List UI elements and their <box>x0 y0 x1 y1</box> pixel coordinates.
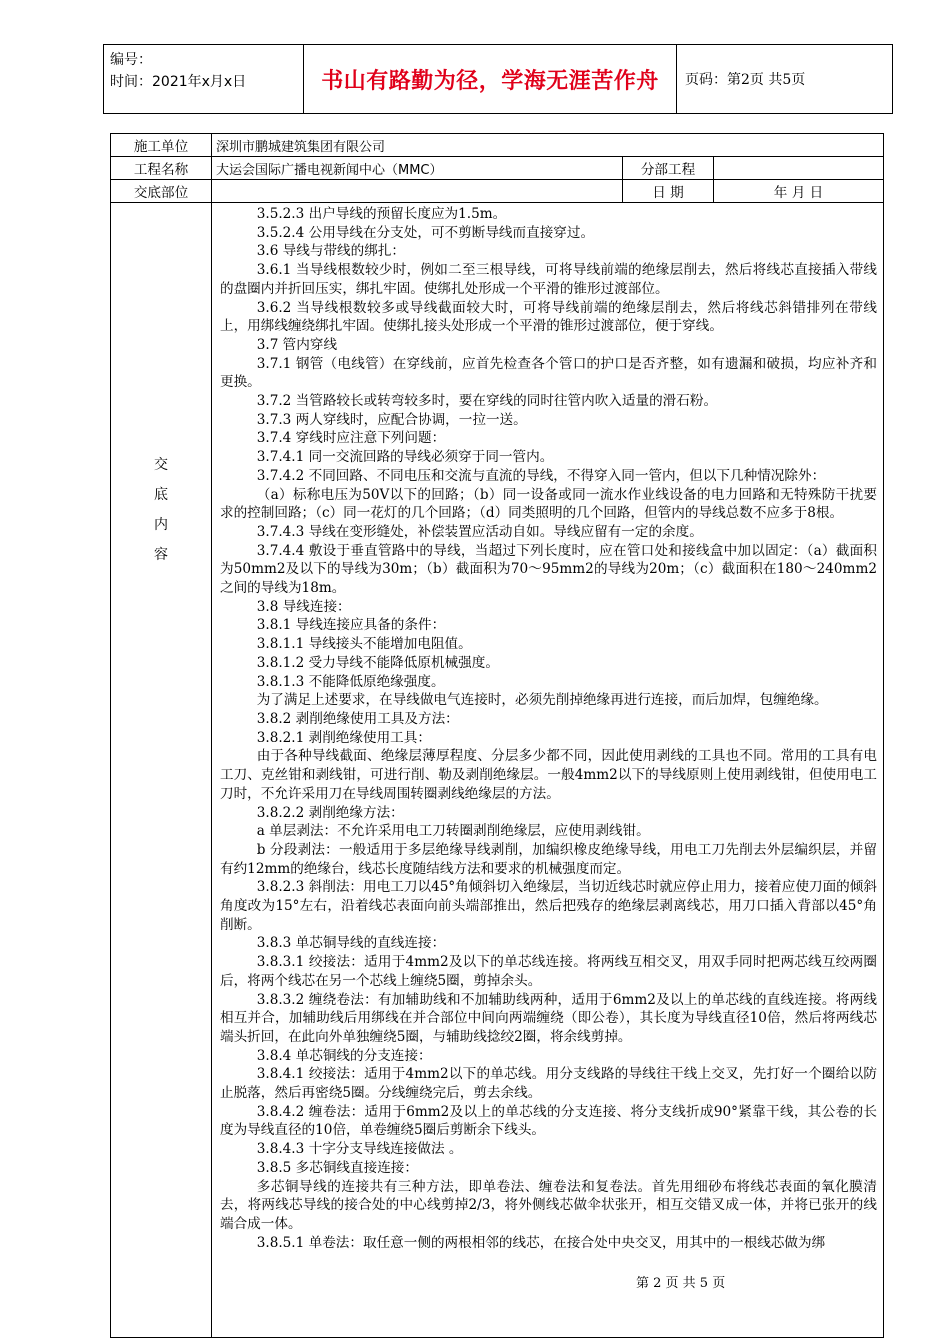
date-value: 年 月 日 <box>714 180 884 203</box>
date-label: 日 期 <box>623 180 714 203</box>
content-paragraph: 为了满足上述要求，在导线做电气连接时，必须先削掉绝缘再进行连接，而后加焊，包缠绝缘。 <box>256 692 828 709</box>
content-label-char: 底 <box>154 487 168 503</box>
content-paragraph: 3.6.1 当导线根数较少时，例如二至三根导线，可将导线前端的绝缘层削去，然后将线芯直接插入带线的盘圈内并折回压实，绑扎牢固。使绑扎处形成一个平滑的锥形过渡部位。 <box>220 262 877 297</box>
content-paragraph: b 分段剥法：一般适用于多层绝缘导线剥削，加编织橡皮绝缘导线，用电工刀先削去外层编织层，并留有约12mm的绝缘台，线芯长度随结线方法和要求的机械强度而定。 <box>220 841 877 877</box>
page-info: 页码：第2页 共5页 <box>685 72 806 88</box>
content-paragraph: 3.8.1.2 受力导线不能降低原机械强度。 <box>256 654 499 671</box>
content-paragraph: 3.8 导线连接： <box>256 598 351 615</box>
content-paragraph: 3.8.4.1 绞接法：适用于4mm2以下的单芯线。用分支线路的导线往干线上交叉，先打好一个圈给以防止脱落，然后再密绕5圈。分线缠绕完后，剪去余线。 <box>220 1066 877 1102</box>
project-value: 大运会国际广播电视新闻中心（MMC） <box>212 157 623 180</box>
content-paragraph: 3.8.2.3 斜削法：用电工刀以45°角倾斜切入绝缘层，当切近线芯时就应停止用力，接着应使刀面的倾斜角度改为15°左右，沿着线芯表面向前头端部推出，然后把残存的绝缘层剥离线芯，用刀口插入背部以45°角削断。 <box>220 879 877 933</box>
subproject-label: 分部工程 <box>623 157 714 180</box>
project-label: 工程名称 <box>111 157 212 180</box>
content-label-char: 容 <box>154 547 168 563</box>
unit-label: 施工单位 <box>111 134 212 157</box>
time-label: 时间：2021年x月x日 <box>110 74 247 90</box>
motto: 书山有路勤为径，学海无涯苦作舟 <box>304 45 677 113</box>
content-body <box>212 203 884 1338</box>
content-paragraph: 3.8.3.2 缠绕卷法：有加辅助线和不加辅助线两种，适用于6mm2及以上的单芯线的直线连接。将两线相互并合，加辅助线后用绑线在并合部位中间向两端缠绕（即公卷），其长度为导线直径10倍，然后将两线芯端头折回，在此向外单独缠绕5圈，与辅助线捻绞2圈，将余线剪掉。 <box>220 991 877 1045</box>
content-paragraph: 3.7 管内穿线 <box>256 336 338 353</box>
number-label: 编号： <box>110 52 152 68</box>
content-paragraph: 3.8.3 单芯铜导线的直线连接： <box>256 935 446 952</box>
content-paragraph: 3.8.4.2 缠卷法：适用于6mm2及以上的单芯线的分支连接、将分支线折成90°紧靠干线，其公卷的长度为导线直径的10倍，单卷缠绕5圈后剪断余下线头。 <box>220 1103 877 1139</box>
content-paragraph: 3.5.2.4 公用导线在分支处，可不剪断导线而直接穿过。 <box>256 224 595 241</box>
content-paragraph: 3.8.4.3 十字分支导线连接做法 。 <box>256 1141 463 1158</box>
content-paragraph: 3.8.2 剥削绝缘使用工具及方法： <box>256 710 459 727</box>
content-label-char: 内 <box>154 517 168 533</box>
content-paragraph: 3.6.2 当导线根数较多或导线截面较大时，可将导线前端的绝缘层削去，然后将线芯斜错排列在带线上，用绑线缠绕绑扎牢固。使绑扎接头处形成一个平滑的锥形过渡部位，便于穿线。 <box>220 299 877 335</box>
content-paragraph: 3.7.4.1 同一交流回路的导线必须穿于同一管内。 <box>256 449 554 466</box>
content-paragraph: 3.8.3.1 绞接法：适用于4mm2及以下的单芯线连接。将两线互相交叉，用双手同时把两芯线互绞两圈后，将两个线芯在另一个芯线上缠绕5圈，剪掉余头。 <box>220 954 877 989</box>
content-paragraph: a 单层剥法：不允许采用电工刀转圈剥削绝缘层，应使用剥线钳。 <box>256 823 650 840</box>
content-paragraph: 多芯铜导线的连接共有三种方法，即单卷法、缠卷法和复卷法。首先用细砂布将线芯表面的氧化膜清去，将两线芯导线的接合处的中心线剪掉2/3，将外侧线芯做伞状张开，相互交错叉成一体，并将已张开的线端合成一体。 <box>220 1178 877 1232</box>
page-header <box>103 44 893 114</box>
location-label: 交底部位 <box>111 180 212 203</box>
content-label-char: 交 <box>154 457 168 473</box>
content-paragraph: 3.8.5.1 单卷法：取任意一侧的两根相邻的线芯，在接合处中央交叉，用其中的一根线芯做为绑 <box>256 1234 826 1251</box>
content-paragraph: 3.7.4.3 导线在变形缝处，补偿装置应活动自如。导线应留有一定的余度。 <box>256 523 703 540</box>
disclosure-form <box>110 133 884 1338</box>
content-paragraph: 3.8.2.1 剥削绝缘使用工具： <box>256 729 431 746</box>
content-paragraph: 3.7.2 当管路较长或转弯较多时，要在穿线的同时往管内吹入适量的滑石粉。 <box>256 393 718 410</box>
content-paragraph: （a）标称电压为50V以下的回路；（b）同一设备或同一流水作业线设备的电力回路和无特殊防干扰要求的控制回路；（c）同一花灯的几个回路；（d）同类照明的几个回路，但管内的导线总数不应多于8根。 <box>220 486 877 522</box>
unit-value: 深圳市鹏城建筑集团有限公司 <box>212 134 884 157</box>
content-paragraph: 3.6 导线与带线的绑扎： <box>256 243 406 260</box>
content-paragraph: 3.8.4 单芯铜线的分支连接： <box>256 1047 432 1064</box>
content-paragraph: 3.8.1.3 不能降低原绝缘强度。 <box>256 673 445 690</box>
content-paragraph: 3.7.3 两人穿线时，应配合协调，一拉一送。 <box>256 411 527 428</box>
content-paragraph: 3.8.5 多芯铜线直接连接： <box>256 1159 418 1176</box>
content-paragraph: 3.7.4.2 不同回路、不同电压和交流与直流的导线，不得穿入同一管内，但以下几种情况除外： <box>256 467 826 484</box>
content-paragraph: 3.7.1 钢管（电线管）在穿线前，应首先检查各个管口的护口是否齐整，如有遗漏和破损，均应补齐和更换。 <box>220 355 877 391</box>
content-paragraph: 3.8.1 导线连接应具备的条件： <box>256 617 446 634</box>
location-value <box>212 180 623 203</box>
content-paragraph: 3.8.1.1 导线接头不能增加电阻值。 <box>256 636 472 653</box>
content-paragraph: 3.7.4 穿线时应注意下列问题： <box>256 430 446 447</box>
subproject-value <box>714 157 884 180</box>
content-paragraph: 由于各种导线截面、绝缘层薄厚程度、分层多少都不同，因此使用剥线的工具也不同。常用的工具有电工刀、克丝钳和剥线钳，可进行削、勒及剥削绝缘层。一般4mm2以下的导线原则上使用剥线钳，但使用电工刀时，不允许采用刀在导线周围转圈剥线绝缘层的方法。 <box>220 748 877 802</box>
content-paragraph: 3.8.2.2 剥削绝缘方法： <box>256 804 404 821</box>
content-label <box>111 203 212 1338</box>
content-paragraph: 3.5.2.3 出户导线的预留长度应为1.5m。 <box>256 206 507 222</box>
content-paragraph: 3.7.4.4 敷设于垂直管路中的导线，当超过下列长度时，应在管口处和接线盒中加以固定：（a）截面积为50mm2及以下的导线为30m；（b）截面积为70～95mm2的导线为20m；（c）截面积在180～240mm2之间的导线为18m。 <box>220 542 877 597</box>
header-meta <box>104 45 304 113</box>
page-footer: 第 2 页 共 5 页 <box>636 1276 726 1291</box>
